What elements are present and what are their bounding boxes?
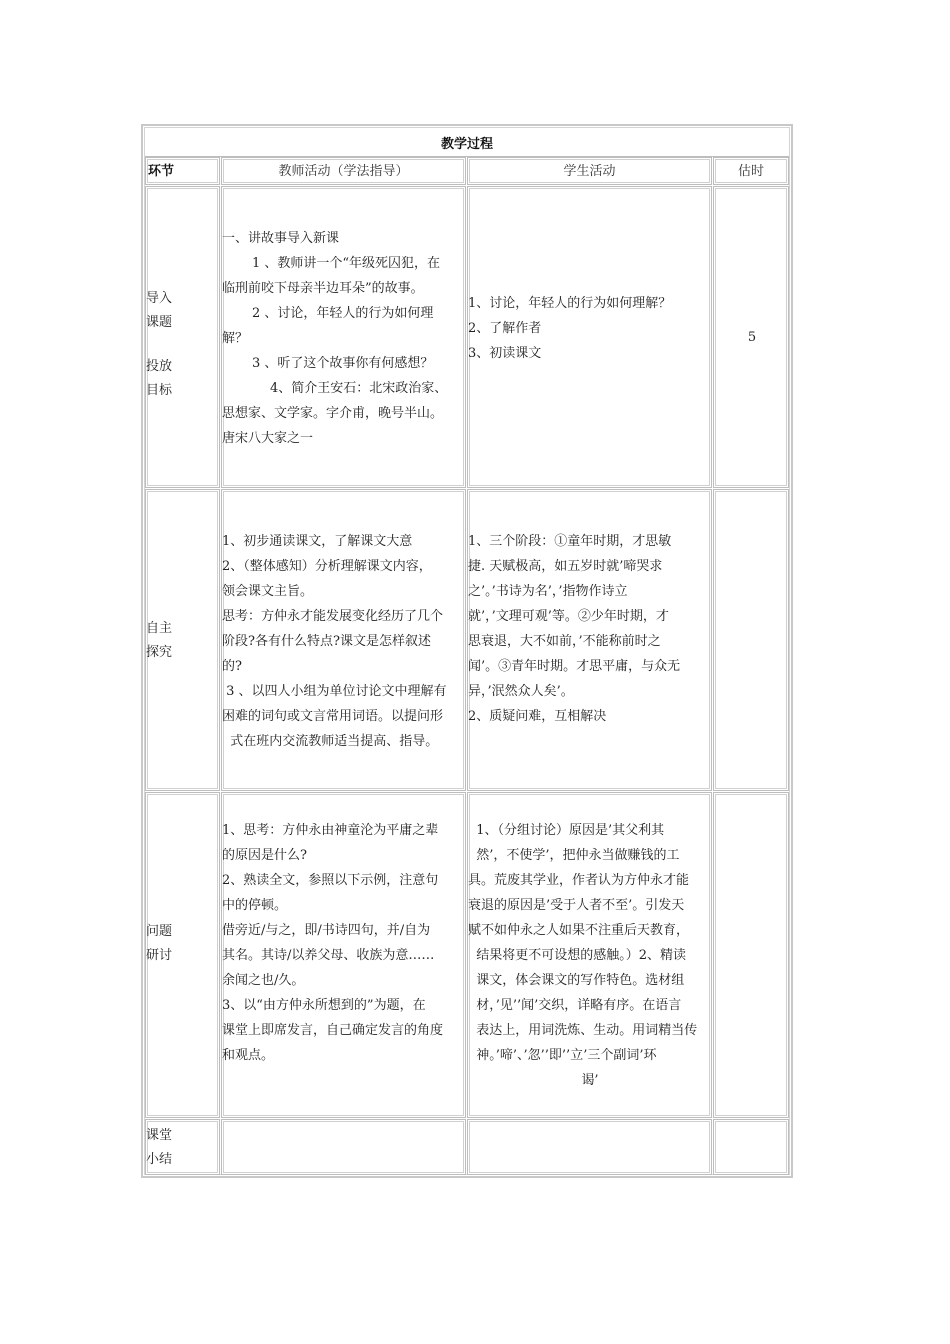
row1-section-label: 导入 课题 投放 目标 [146, 291, 173, 398]
row3-student-text: 1、（分组讨论）原因是’其父利其 然’，不使学’，把仲永当做赚钱的工 具。荒废其学业，作者认为方仲永才能 衰退的原因是’受于人者不至’。引发天 赋不如仲永之人如果不注重后天教育， 结果将更不可设想的感触。）2、精读 课文，体会课文的写作特色。选材组 材，’见’’闻’交织，详略有序。在语言 表达上，用词洗炼、生动。用词精当传 神。’啼’、’忽’’即’’立’三个副词’环 谒’ [468, 823, 698, 1088]
table-title: 教学过程 [440, 137, 493, 152]
header-student: 学生活动 [467, 157, 712, 185]
row1-student-text: 1、讨论，年轻人的行为如何理解？ 2、了解作者 3、初读课文 [468, 296, 672, 361]
row2-teacher-text: 1、初步通读课文，了解课文大意 2、（整体感知）分析理解课文内容， 领会课文主旨。 思考：方仲永才能发展变化经历了几个 阶段?各有什么特点?课文是怎样叙述 的? 3 、以四人小组为单位讨论文中理解有 困难的词句或文言常用词语。以提问形 式在班内交流教师适当提高、指导。 [222, 534, 447, 749]
header-teacher: 教师活动（学法指导） [221, 157, 466, 185]
row3-time-cell [713, 792, 789, 1118]
row4-student-cell [467, 1119, 712, 1175]
row3-teacher-text: 1、思考：方仲永由神童沦为平庸之辈 的原因是什么? 2、熟读全文，参照以下示例，注意句 中的停顿。 借旁近/与之，即/书诗四句，并/自为 其名。其诗/以养父母、收族为意…… 余闻之也/久。 3、以“由方仲永所想到的”为题，在 课堂上即席发言，自己确定发言的角度 和观点。 [222, 823, 444, 1063]
table-title-row [145, 128, 789, 157]
row4-time-cell [713, 1119, 789, 1175]
row2-section-label: 自主 探究 [146, 621, 173, 660]
header-time: 估时 [713, 157, 789, 185]
row4-teacher-cell [221, 1119, 466, 1175]
row2-student-text: 1、三个阶段：①童年时期，才思敏 捷. 天赋极高，如五岁时就’啼哭求 之’。’书诗为名’，’指物作诗立 就’，’文理可观’等。②少年时期，才 思衰退，大不如前，’不能称前时之 闻’。③青年时期。才思平庸，与众无 异，’泯然众人矣’。 2、质疑问难，互相解决 [468, 534, 681, 724]
row4-section-label: 课堂 小结 [146, 1128, 173, 1167]
row2-time-cell [713, 489, 789, 791]
header-section: 环节 [145, 157, 220, 185]
row1-time-value: 5 [747, 330, 757, 345]
row3-section-label: 问题 研讨 [146, 924, 173, 963]
row1-teacher-text: 一、讲故事导入新课 1 、教师讲一个“年级死囚犯，在 临刑前咬下母亲半边耳朵”的故事。 2 、讨论，年轻人的行为如何理 解？ 3 、听了这个故事你有何感想？ 4、简介王安石：北宋政治家、 思想家、文学家。字介甫，晚号半山。 唐宋八大家之一 [222, 231, 448, 446]
